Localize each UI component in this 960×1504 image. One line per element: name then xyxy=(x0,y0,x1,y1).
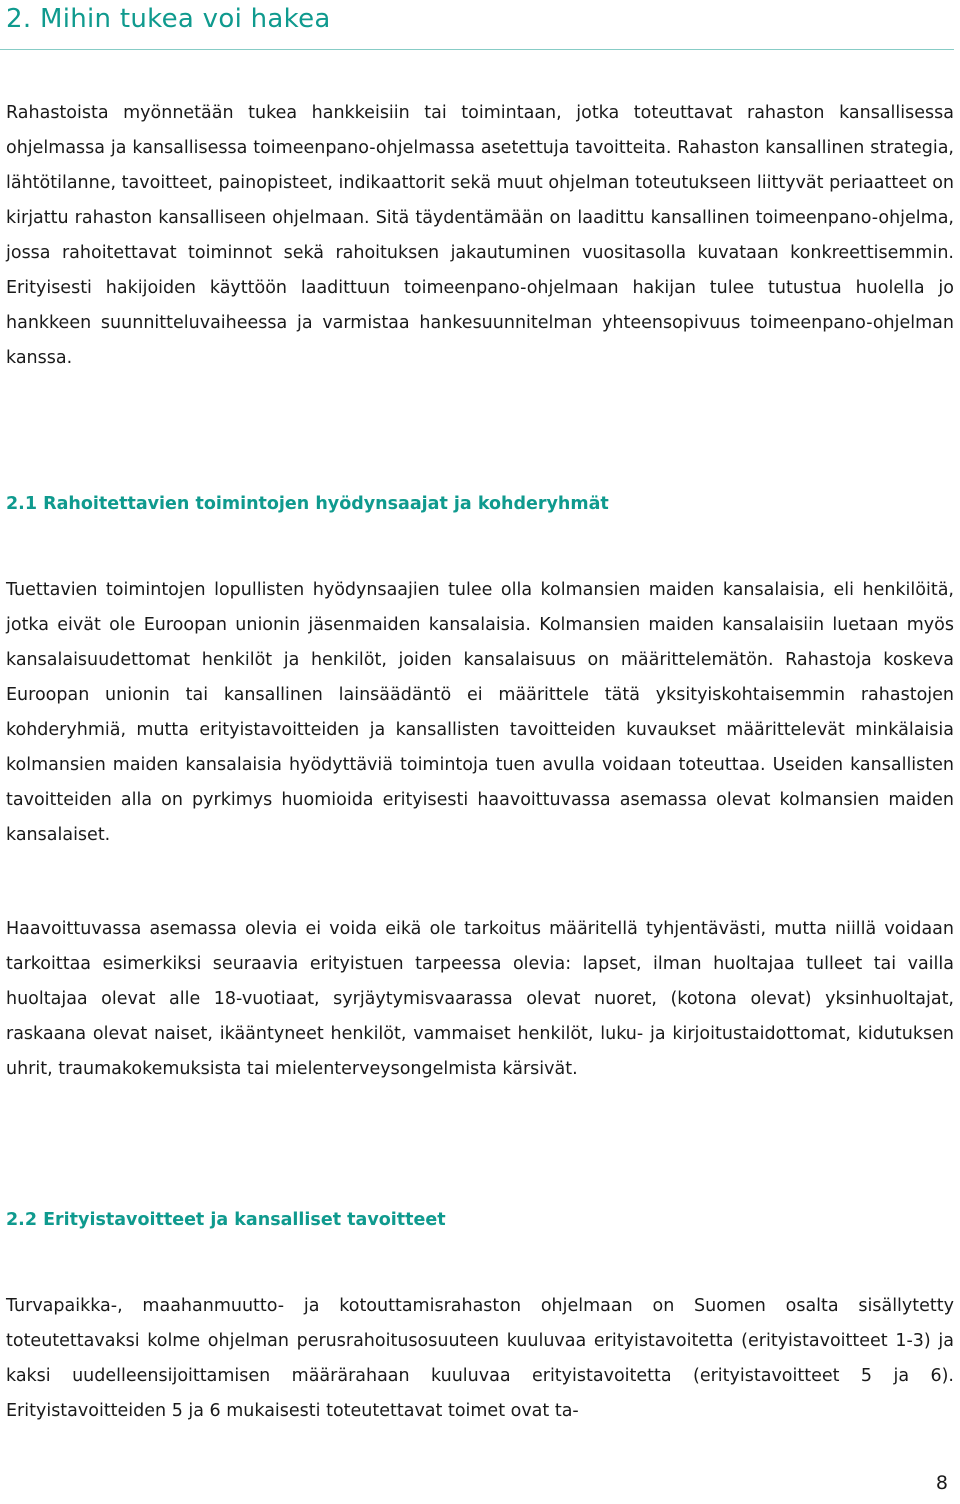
section-2-1-paragraph-1: Tuettavien toimintojen lopullisten hyödynsaajien tulee olla kolmansien maiden kansalaisia, eli henkilöitä, jotka eivät ole Euroopan unionin jäsenmaiden kansalaisia. Kolmansien maiden kansalaisiin luetaan myös kansalaisuudettomat henkilöt ja henkilöt, joiden kansalaisuus on määrittelemätön. Rahastoja koskeva Euroopan unionin tai kansallinen lainsäädäntö ei määrittele tätä yksityiskohtaisemmin rahastojen kohderyhmiä, mutta erityistavoitteiden ja kansallisten tavoitteiden kuvaukset määrittelevät minkälaisia kolmansien maiden kansalaisia hyödyttäviä toimintoja tuen avulla voidaan toteuttaa. Useiden kansallisten tavoitteiden alla on pyrkimys huomioida erityisesti haavoittuvassa asemassa olevat kolmansien maiden kansalaiset. xyxy=(6,580,954,845)
page-heading: 2. Mihin tukea voi hakea xyxy=(6,4,331,34)
section-2-1-heading: 2.1 Rahoitettavien toimintojen hyödynsaajat ja kohderyhmät xyxy=(6,494,609,514)
section-2-2-paragraph-1: Turvapaikka-, maahanmuutto- ja kotouttamisrahaston ohjelmaan on Suomen osalta sisällytetty toteutettavaksi kolme ohjelman perusrahoitusosuuteen kuuluvaa erityistavoitetta (erityistavoitteet 1-3) ja kaksi uudelleensijoittamisen määrärahaan kuuluvaa erityistavoitetta (erityistavoitteet 5 ja 6). Erityistavoitteiden 5 ja 6 mukaisesti toteutettavat toimet ovat ta- xyxy=(6,1296,954,1421)
section-2-1-paragraph-2: Haavoittuvassa asemassa olevia ei voida eikä ole tarkoitus määritellä tyhjentävästi, mutta niillä voidaan tarkoittaa esimerkiksi seuraavia erityistuen tarpeessa olevia: lapset, ilman huoltajaa tulleet tai vailla huoltajaa olevat alle 18-vuotiaat, syrjäytymisvaarassa olevat nuoret, (kotona olevat) yksinhuoltajat, raskaana olevat naiset, ikääntyneet henkilöt, vammaiset henkilöt, luku- ja kirjoitustaidottomat, kidutuksen uhrit, traumakokemuksista tai mielenterveysongelmista kärsivät. xyxy=(6,919,954,1079)
intro-paragraph: Rahastoista myönnetään tukea hankkeisiin tai toimintaan, jotka toteuttavat rahaston kansallisessa ohjelmassa ja kansallisessa toimeenpano-ohjelmassa asetettuja tavoitteita. Rahaston kansallinen strategia, lähtötilanne, tavoitteet, painopisteet, indikaattorit sekä muut ohjelman toteutukseen liittyvät periaatteet on kirjattu rahaston kansalliseen ohjelmaan. Sitä täydentämään on laadittu kansallinen toimeenpano-ohjelma, jossa rahoitettavat toiminnot sekä rahoituksen jakautuminen vuositasolla kuvataan konkreettisemmin. Erityisesti hakijoiden käyttöön laadittuun toimeenpano-ohjelmaan hakijan tulee tutustua huolella jo hankkeen suunnitteluvaiheessa ja varmistaa hankesuunnitelman yhteensopivuus toimeenpano-ohjelman kanssa. xyxy=(6,103,954,368)
section-2-2-heading: 2.2 Erityistavoitteet ja kansalliset tavoitteet xyxy=(6,1210,446,1230)
page-number: 8 xyxy=(935,1472,948,1494)
